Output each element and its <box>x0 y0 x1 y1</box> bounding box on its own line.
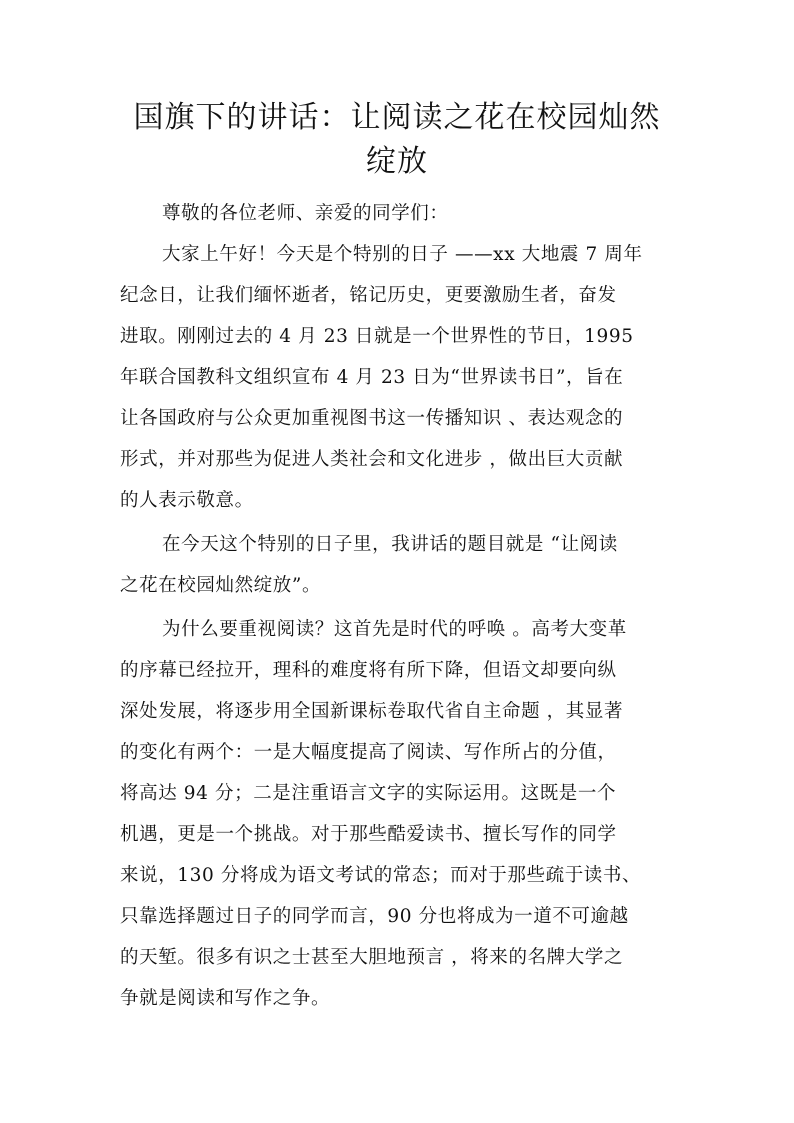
paragraph-line: 在今天这个特别的日子里，我讲话的题目就是 “让阅读 <box>162 534 618 555</box>
salutation-line: 尊敬的各位老师、亲爱的同学们： <box>162 203 449 224</box>
paragraph-line: 让各国政府与公众更加重视图书这一传播知识 、表达观念的 <box>120 408 624 429</box>
document-title-line-1: 国旗下的讲话：让阅读之花在校园灿然 <box>133 100 661 135</box>
paragraph-line: 大家上午好！今天是个特别的日子 ——xx 大地震 7 周年 <box>162 244 643 265</box>
paragraph-line: 只靠选择题过日子的同学而言，90 分也将成为一道不可逾越 <box>120 906 629 927</box>
paragraph-line: 将高达 94 分；二是注重语言文字的实际运用。这既是一个 <box>120 783 617 804</box>
paragraph-line: 深处发展，将逐步用全国新课标卷取代省自主命题 ，其显著 <box>120 701 624 722</box>
paragraph-line: 纪念日，让我们缅怀逝者，铭记历史，更要激励生者，奋发 <box>120 285 617 306</box>
paragraph-line: 的人表示敬意。 <box>120 490 254 511</box>
paragraph-line: 进取。刚刚过去的 4 月 23 日就是一个世界性的节日，1995 <box>120 326 634 347</box>
paragraph-line: 争就是阅读和写作之争。 <box>120 988 331 1009</box>
paragraph-line: 为什么要重视阅读？这首先是时代的呼唤 。高考大变革 <box>162 619 627 640</box>
paragraph-line: 年联合国教科文组织宣布 4 月 23 日为“世界读书日”，旨在 <box>120 367 624 388</box>
paragraph-line: 的序幕已经拉开，理科的难度将有所下降，但语文却要向纵 <box>120 660 617 681</box>
paragraph-line: 来说，130 分将成为语文考试的常态；而对于那些疏于读书、 <box>120 865 642 886</box>
paragraph-line: 机遇，更是一个挑战。对于那些酷爱读书、擅长写作的同学 <box>120 824 617 845</box>
paragraph-line: 之花在校园灿然绽放”。 <box>120 575 322 596</box>
paragraph-line: 形式，并对那些为促进人类社会和文化进步 ，做出巨大贡献 <box>120 449 624 470</box>
paragraph-line: 的变化有两个：一是大幅度提高了阅读、写作所占的分值， <box>120 742 617 763</box>
paragraph-line: 的天堑。很多有识之士甚至大胆地预言 ，将来的名牌大学之 <box>120 947 624 968</box>
document-title-line-2: 绽放 <box>366 144 428 179</box>
